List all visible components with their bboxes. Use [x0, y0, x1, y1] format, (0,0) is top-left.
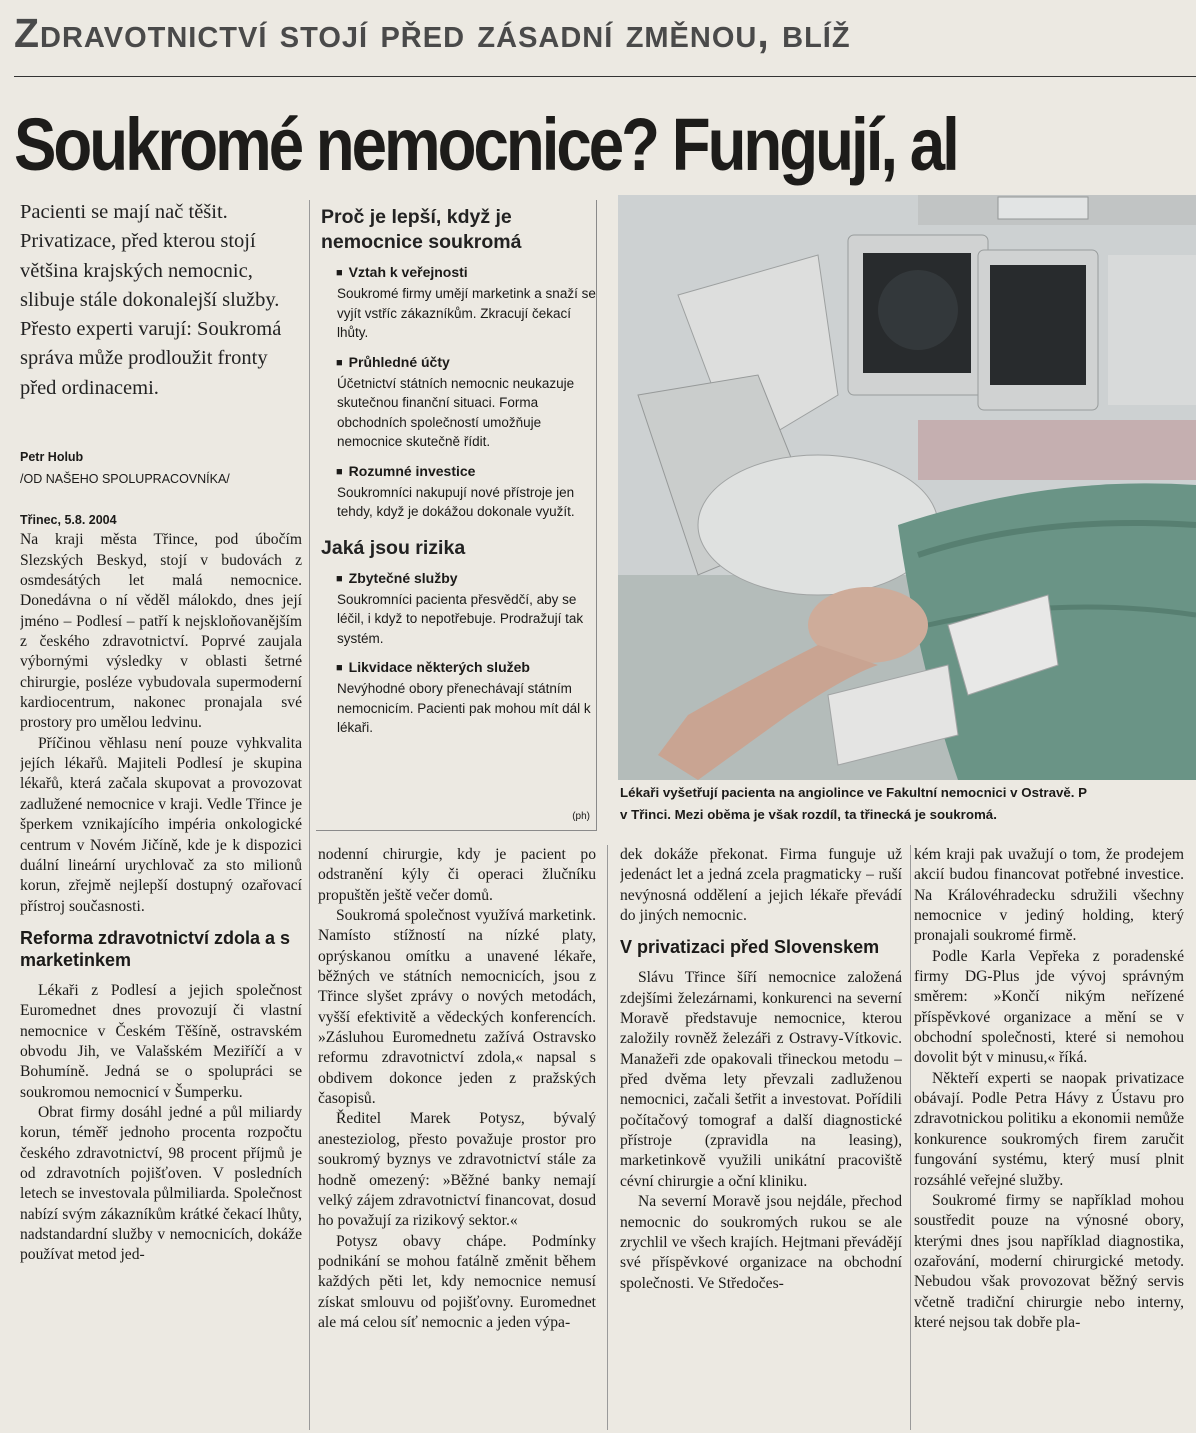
col3-paragraph-1: dek dokáže překonat. Firma funguje už jedenáct let a jedná zcela pragmaticky – ruší nevýnosná oddělení a jejich lékaře převádí do jiných nemocnic.	[620, 846, 902, 925]
sidebar-item	[336, 462, 596, 522]
sidebar-item-text: Nevýhodné obory přenechávají státním nemocnicím. Pacienti pak mohou mít dál k lékaři.	[337, 681, 591, 735]
col1-paragraph-3: Lékaři z Podlesí a jejich společnost Euromednet dnes provozují či vlastní nemocnice v Českém Těšíně, ostravském obvodu Jih, ve Valašském Meziříčí a v Bohumíně. Jedná se o spolupráci se soukromou nemocnicí v Šumperku.	[20, 981, 302, 1101]
column-divider-2	[607, 845, 608, 1430]
col4-paragraph-2: Podle Karla Vepřeka z poradenské firmy DG-Plus jde vývoj správným směrem: »Končí nikým neřízené příspěvkové organizace a mění se v obchodní společnosti, které si nemohou dovolit být v minusu,« říká.	[914, 947, 1184, 1067]
article-column-3	[620, 845, 902, 1430]
col1-subhead: Reforma zdravotnictví zdola a s marketinkem	[20, 927, 291, 970]
photo-caption	[620, 782, 1196, 826]
col3-subhead: V privatizaci před Slovenskem	[620, 937, 880, 958]
col4-paragraph-4: Soukromé firmy se například mohou soustředit pouze na výnosné obory, kterými dnes jsou například diagnostika, ozařování, moderní chirurgické metody. Nebudou však provozovat běžný servis včetně tradiční chirurgie nebo interny, které nejsou tak dobře pla-	[914, 1191, 1184, 1331]
article-column-1	[20, 510, 302, 1430]
caption-line-2: v Třinci. Mezi oběma je však rozdíl, ta třinecká je soukromá.	[620, 807, 997, 822]
sidebar-item	[336, 353, 596, 452]
col4-paragraph-1: kém kraji pak uvažují o tom, že prodejem akcií budou financovat potřebné investice. Na Královéhradecku sdružili všechny nemocnice v jediný holding, který pronajali soukromé firmě.	[914, 846, 1184, 945]
sidebar-signature: (ph)	[572, 811, 590, 822]
dateline: Třinec, 5.8. 2004	[20, 513, 117, 527]
sidebar-item-heading: ■ Vztah k veřejnosti	[336, 263, 596, 284]
lead-paragraph: Pacienti se mají nač těšit. Privatizace, před kterou stojí většina krajských nemocnic, slibuje stále dokonalejší služby. Přesto experti varují: Soukromá správa může prodloužit fronty před ordinacemi.	[20, 201, 282, 399]
col3-paragraph-3: Na severní Moravě jsou nejdále, přechod nemocnic do soukromých rukou se ale zrychlil ve všech krajích. Hejtmani převádějí své příspěvkové organizace na obchodní společnosti. Ve Středočes-	[620, 1193, 902, 1292]
sidebar-item	[336, 658, 596, 738]
sidebar-item	[336, 263, 596, 343]
sidebar-item-heading: ■ Průhledné účty	[336, 353, 596, 374]
sidebar-item-heading: ■ Rozumné investice	[336, 462, 596, 483]
main-headline: Soukromé nemocnice? Fungují, al	[14, 103, 957, 186]
column-divider-1	[309, 200, 310, 1430]
col1-paragraph-4: Obrat firmy dosáhl jedné a půl miliardy korun, téměř jednoho procenta rozpočtu českého zdravotnictví, 98 procent příjmů je od zdravotních pojišťoven. V posledních letech se investovala půlmiliarda. Společnost nabízí svým zákazníkům krátké čekací lhůty, nadstandardní služby v nemocnicích, dokáže používat metod jed-	[20, 1103, 302, 1264]
article-column-2	[318, 845, 596, 1430]
col1-paragraph-2: Příčinou věhlasu není pouze vyhkvalita jejích lékařů. Majiteli Podlesí je skupina lékařů, která začala skupovat a provozovat zadlužené nemocnice v kraji. Vedle Třince je šperkem vznikajícího impéria onkologické centrum v Novém Jičíně, kde je k dispozici duální lineární urychlovač za sto milionů korun, zřejmě nejlepší dostupný ozařovací přístroj současnosti.	[20, 734, 302, 915]
col1-paragraph-1: Na kraji města Třince, pod úbočím Slezských Beskyd, stojí v budovách z osmdesátých let malá nemocnice. Donedávna o ní věděl málokdo, dnes její jméno – Podlesí – patří k nejskloňovanějším z českého zdravotnictví. Poprvé zaujala výbornými výsledky v oblasti šetrné chirurgie, posléze vybudovala supermoderní kardiocentrum, nakonec pronajala své prostory pro umělou ledvinu.	[20, 531, 302, 732]
header-rule	[14, 76, 1196, 77]
sidebar-item-text: Soukromé firmy umějí marketink a snaží se vyjít vstříc zákazníkům. Zkracují čekací lhůty.	[337, 286, 596, 340]
col2-paragraph-2: Soukromá společnost využívá marketink. Namísto stížností na nízké platy, oprýskanou omítku a unavené lékaře, běžných ve státních nemocnicích, jsou z Třince slyšet zprávy o nových metodách, vyšší efektivitě a vědeckých konferencích. »Zásluhou Euromednetu zažívá Ostravsko reformu zdravotnictví zdola,« napsal s obdivem dokonce jeden z pražských časopisů.	[318, 907, 596, 1108]
col2-paragraph-4: Potysz obavy chápe. Podmínky podnikání se mohou fatálně změnit během každých pěti let, kdy nemocnice nemusí získat smlouvu od pojišťovny. Euromednet ale má celou síť nemocnic a jeden výpa-	[318, 1232, 596, 1331]
sidebar-item-text: Účetnictví státních nemocnic neukazuje skutečnou finanční situaci. Forma obchodních společností umožňuje nemocnice skutečně řídit.	[337, 375, 575, 449]
photo-illustration	[618, 195, 1196, 780]
dateline-paragraph	[20, 510, 302, 530]
column-divider-3	[910, 845, 911, 1430]
article-column-4	[914, 845, 1184, 1430]
col4-paragraph-3: Někteří experti se naopak privatizace obávají. Podle Petra Hávy z Ústavu pro zdravotnickou politiku a ekonomii nemůže konkurence soukromých firem zaručit fungování systému, který musí plnit rozsáhlé veřejné služby.	[914, 1069, 1184, 1189]
sidebar-item	[336, 569, 596, 649]
sidebar-item-heading: ■ Zbytečné služby	[336, 569, 596, 590]
col2-paragraph-1: nodenní chirurgie, kdy je pacient po odstranění kýly či operaci žlučníku propuštěn ještě večer domů.	[318, 846, 596, 904]
angiography-photo	[618, 195, 1196, 780]
byline-author: Petr Holub	[20, 450, 84, 464]
byline-role: /OD NAŠEHO SPOLUPRACOVNÍKA/	[20, 472, 230, 486]
sidebar-item-text: Soukromníci nakupují nové přístroje jen tehdy, když je dokážou dokonale využít.	[337, 484, 575, 519]
sidebar-box	[316, 200, 597, 831]
sidebar-title-risks: Jaká jsou rizika	[321, 536, 466, 559]
kicker-headline: Zdravotnictví stojí před zásadní změnou, blíž	[14, 10, 851, 56]
caption-line-1: Lékaři vyšetřují pacienta na angiolince ve Fakultní nemocnici v Ostravě. P	[620, 785, 1088, 800]
col3-paragraph-2: Slávu Třince šíří nemocnice založená zdejšími železárnami, konkurenci na severní Moravě představuje nemocnice, kterou založily rovněž železáři z Ostravy-Vítkovic. Manažeři zde opakovali třineckou metodu – před dvěma lety převzali zadluženou nemocnici, začali šetřit a investovat. Pořídili počítačový tomograf a další diagnostické přístroje (zpravidla na leasing), marketinkově využili unikátní pracoviště cévní chirurgie a oční kliniku.	[620, 969, 902, 1190]
sidebar-item-heading: ■ Likvidace některých služeb	[336, 658, 596, 679]
col2-paragraph-3: Ředitel Marek Potysz, bývalý anesteziolog, přesto považuje prostor pro soukromý byznys ve zdravotnictví stále za hodně omezený: »Běžné banky nemají velký zájem zdravotnictví financovat, dosud ho považují za rizikový sektor.«	[318, 1110, 596, 1230]
sidebar-title-benefits: Proč je lepší, když je nemocnice soukromá	[321, 206, 522, 253]
byline	[20, 446, 310, 490]
sidebar-item-text: Soukromníci pacienta přesvědčí, aby se léčil, i když to nepotřebuje. Prodražují tak systém.	[337, 591, 584, 646]
